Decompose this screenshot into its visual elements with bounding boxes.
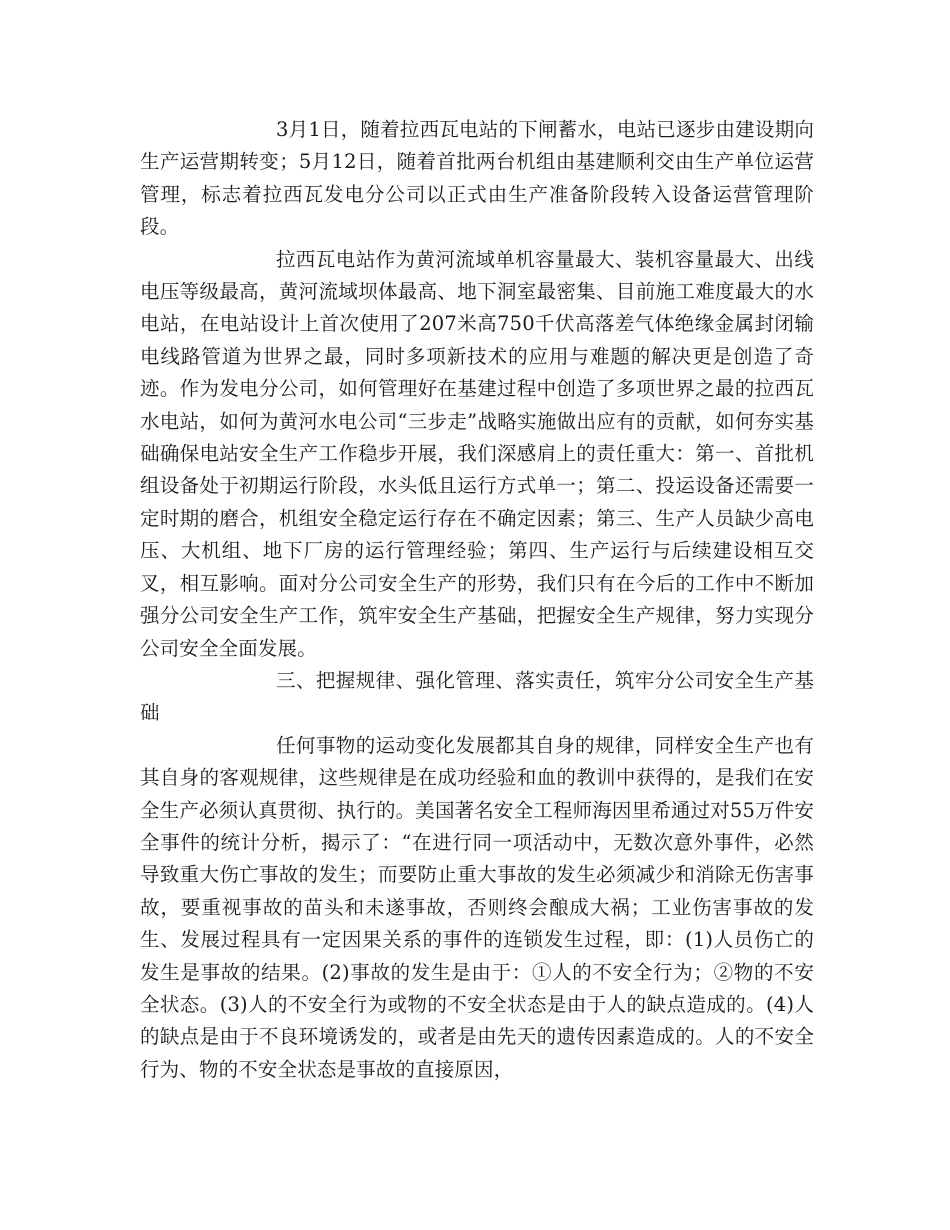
paragraph-safety-rules-heinrich: 任何事物的运动变化发展都其自身的规律，同样安全生产也有其自身的客观规律，这些规律是在成功经验和血的教训中获得的，是我们在安全生产必须认真贯彻、执行的。美国著名安全工程师海因里希通过对55万件安全事件的统计分析，揭示了：“在进行同一项活动中，无数次意外事件，必然导致重大伤亡事故的发生；而要防止重大事故的发生必须减少和消除无伤害事故，要重视事故的苗头和未遂事故，否则终会酿成大祸；工业伤害事故的发生、发展过程具有一定因果关系的事件的连锁发生过程，即：(1)人员伤亡的发生是事故的结果。(2)事故的发生是由于：①人的不安全行为；②物的不安全状态。(3)人的不安全行为或物的不安全状态是由于人的缺点造成的。(4)人的缺点是由于不良环境诱发的，或者是由先天的遗传因素造成的。人的不安全行为、物的不安全状态是事故的直接原因， [140,733,814,1081]
paragraph-laxiwa-station-responsibility: 拉西瓦电站作为黄河流域单机容量最大、装机容量最大、出线电压等级最高，黄河流域坝体最高、地下洞室最密集、目前施工难度最大的水电站，在电站设计上首次使用了207米高750千伏高落差气体绝缘金属封闭输电线路管道为世界之最，同时多项新技术的应用与难题的解决更是创造了奇迹。作为发电分公司，如何管理好在基建过程中创造了多项世界之最的拉西瓦水电站，如何为黄河水电公司“三步走”战略实施做出应有的贡献，如何夯实基础确保电站安全生产工作稳步开展，我们深感肩上的责任重大：第一、首批机组设备处于初期运行阶段，水头低且运行方式单一；第二、投运设备还需要一定时期的磨合，机组安全稳定运行存在不确定因素；第三、生产人员缺少高电压、大机组、地下厂房的运行管理经验；第四、生产运行与后续建设相互交叉，相互影响。面对分公司安全生产的形势，我们只有在今后的工作中不断加强分公司安全生产工作，筑牢安全生产基础，把握安全生产规律，努力实现分公司安全全面发展。 [140,247,814,660]
section-heading-three: 三、把握规律、强化管理、落实责任，筑牢分公司安全生产基础 [140,668,814,725]
paragraph-power-station-transition: 3月1日，随着拉西瓦电站的下闸蓄水，电站已逐步由建设期向生产运营期转变；5月12日，随着首批两台机组由基建顺利交由生产单位运营管理，标志着拉西瓦发电分公司以正式由生产准备阶段转入设备运营管理阶段。 [140,118,814,239]
document-body [140,114,814,1086]
